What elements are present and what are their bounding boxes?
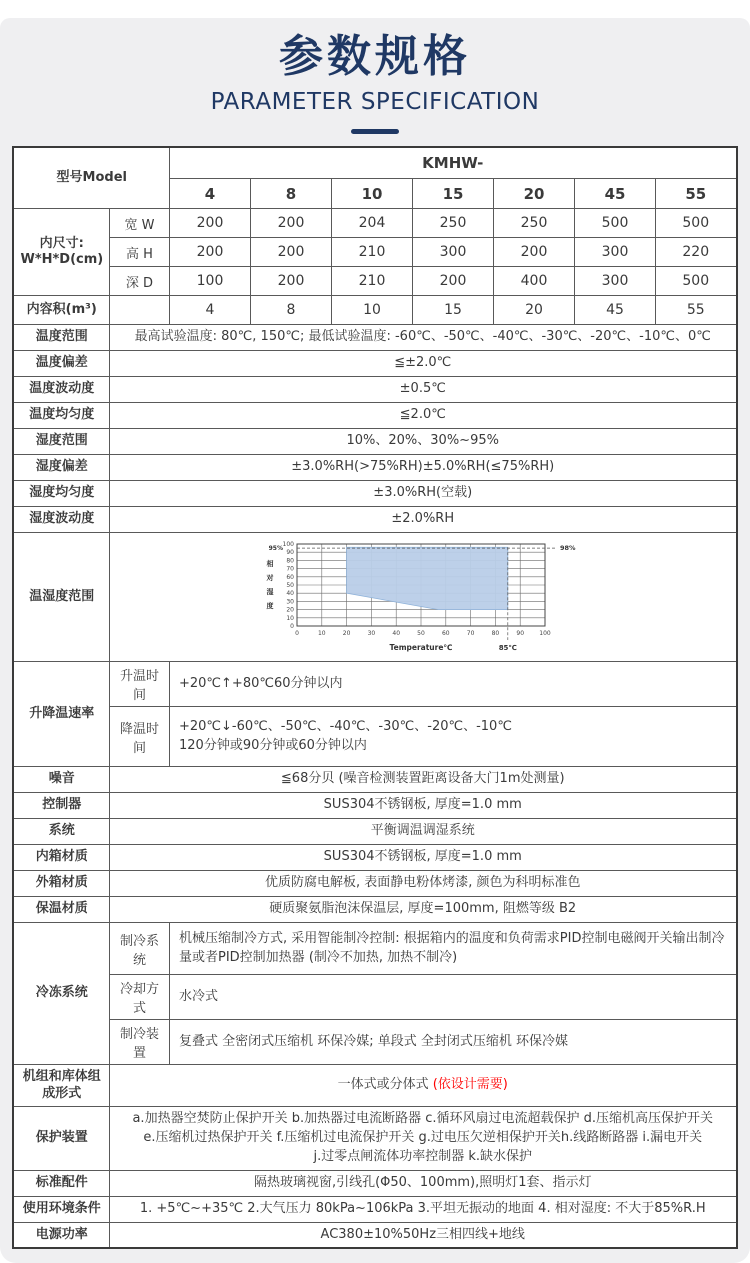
- svg-text:100: 100: [539, 630, 551, 638]
- row-label-insulation: 保温材质: [13, 897, 109, 923]
- depth-value: 100: [170, 267, 251, 296]
- width-value: 200: [251, 209, 332, 238]
- row-label-humidity-fluctuation: 湿度波动度: [13, 507, 109, 533]
- refrig-device-value: 复叠式 全密闭式压缩机 环保冷媒; 单段式 全封闭式压缩机 环保冷媒: [170, 1020, 737, 1065]
- unit-form-text: 一体式或分体式: [337, 1077, 433, 1093]
- page-subtitle: PARAMETER SPECIFICATION: [210, 88, 540, 115]
- depth-value: 200: [251, 267, 332, 296]
- height-value: 200: [494, 238, 575, 267]
- row-label-temp-humidity-chart: 温湿度范围: [13, 533, 109, 662]
- row-value-protection: [109, 1107, 736, 1171]
- depth-value: 300: [575, 267, 656, 296]
- svg-text:0: 0: [289, 623, 294, 631]
- row-label-temp-uniformity: 温度均匀度: [13, 403, 109, 429]
- width-value: 250: [413, 209, 494, 238]
- row-value-system: 平衡调温调湿系统: [109, 819, 736, 845]
- model-col: 15: [413, 179, 494, 209]
- height-value: 300: [413, 238, 494, 267]
- svg-text:95%: 95%: [268, 545, 283, 553]
- row-label-inner-material: 内箱材质: [13, 845, 109, 871]
- row-value-insulation: 硬质聚氨脂泡沫保温层, 厚度=100mm, 阻燃等级 B2: [109, 897, 736, 923]
- refrig-system-value: 机械压缩制冷方式, 采用智能制冷控制: 根据箱内的温度和负荷需求PID控制电磁阀开关输出制冷量或者PID控制加热器 (制冷不加热, 加热不制冷): [170, 923, 737, 975]
- row-label-humidity-uniformity: 湿度均匀度: [13, 481, 109, 507]
- svg-text:30: 30: [367, 630, 375, 638]
- model-col: 8: [251, 179, 332, 209]
- svg-text:对: 对: [266, 574, 274, 583]
- svg-text:80: 80: [491, 630, 499, 638]
- row-label-noise: 噪音: [13, 767, 109, 793]
- row-label-humidity-deviation: 湿度偏差: [13, 455, 109, 481]
- svg-text:0: 0: [294, 630, 299, 638]
- volume-label: 内容积(m³): [13, 296, 109, 325]
- volume-value: 20: [494, 296, 575, 325]
- svg-text:相: 相: [266, 560, 274, 569]
- row-label-system: 系统: [13, 819, 109, 845]
- volume-value: 8: [251, 296, 332, 325]
- row-value-environment: 1. +5℃~+35℃ 2.大气压力 80kPa~106kPa 3.平坦无振动的地面 4. 相对湿度: 不大于85%R.H: [109, 1196, 736, 1222]
- row-label-temp-deviation: 温度偏差: [13, 351, 109, 377]
- svg-text:70: 70: [286, 565, 294, 573]
- page-title: 参数规格: [279, 31, 471, 82]
- row-label-environment: 使用环境条件: [13, 1196, 109, 1222]
- row-value-accessories: 隔热玻璃视窗,引线孔(Φ50、100mm),照明灯1套、指示灯: [109, 1170, 736, 1196]
- series-prefix-cell: KMHW-: [170, 147, 737, 179]
- height-sublabel: 高 H: [109, 238, 169, 267]
- row-value-power: AC380±10%50Hz三相四线+地线: [109, 1222, 736, 1248]
- svg-text:50: 50: [286, 582, 294, 590]
- depth-value: 500: [656, 267, 737, 296]
- model-col: 4: [170, 179, 251, 209]
- svg-text:湿: 湿: [266, 588, 274, 597]
- chart-cell: [109, 533, 736, 662]
- temp-humidity-chart: [116, 536, 730, 658]
- svg-text:20: 20: [286, 606, 294, 614]
- height-value: 300: [575, 238, 656, 267]
- heatup-value: +20℃↑+80℃60分钟以内: [170, 662, 737, 707]
- protection-line3: j.过零点闸流体功率控制器 k.缺水保护: [313, 1148, 533, 1164]
- model-col: 10: [332, 179, 413, 209]
- unit-form-note-red: (依设计需要): [432, 1077, 508, 1093]
- svg-text:30: 30: [286, 598, 294, 606]
- svg-text:60: 60: [286, 573, 294, 581]
- cooldown-value: [170, 707, 737, 767]
- volume-value: 45: [575, 296, 656, 325]
- row-label-temp-range: 温度范围: [13, 325, 109, 351]
- row-value-temp-fluctuation: ±0.5℃: [109, 377, 736, 403]
- row-value-temp-deviation: ≦±2.0℃: [109, 351, 736, 377]
- row-value-outer-material: 优质防腐电解板, 表面静电粉体烤漆, 颜色为科明标准色: [109, 871, 736, 897]
- inner-size-label-line1: 内尺寸:: [39, 235, 84, 251]
- row-value-temp-uniformity: ≦2.0℃: [109, 403, 736, 429]
- volume-value: 4: [170, 296, 251, 325]
- row-value-inner-material: SUS304不锈钢板, 厚度=1.0 mm: [109, 845, 736, 871]
- spec-section: [0, 18, 750, 1263]
- cooling-method-value: 水冷式: [170, 975, 737, 1020]
- depth-value: 200: [413, 267, 494, 296]
- svg-text:20: 20: [342, 630, 351, 638]
- width-value: 500: [656, 209, 737, 238]
- width-value: 204: [332, 209, 413, 238]
- row-label-temp-fluctuation: 温度波动度: [13, 377, 109, 403]
- protection-line1: a.加热器空焚防止保护开关 b.加热器过电流断路器 c.循环风扇过电流超载保护 d.压缩机高压保护开关: [132, 1111, 714, 1127]
- title-underline-bar: [351, 129, 399, 134]
- width-value: 200: [170, 209, 251, 238]
- model-label-cell: 型号Model: [13, 147, 169, 209]
- model-col: 20: [494, 179, 575, 209]
- height-value: 200: [170, 238, 251, 267]
- row-label-controller: 控制器: [13, 793, 109, 819]
- height-value: 220: [656, 238, 737, 267]
- row-label-humidity-range: 湿度范围: [13, 429, 109, 455]
- row-label-ramp-rate: 升降温速率: [13, 662, 109, 767]
- svg-text:90: 90: [516, 630, 524, 638]
- cooldown-sublabel: 降温时间: [109, 707, 169, 767]
- model-col: 55: [656, 179, 737, 209]
- depth-value: 400: [494, 267, 575, 296]
- row-value-humidity-fluctuation: ±2.0%RH: [109, 507, 736, 533]
- row-label-outer-material: 外箱材质: [13, 871, 109, 897]
- svg-text:70: 70: [466, 630, 475, 638]
- svg-text:10: 10: [286, 614, 294, 622]
- svg-text:90: 90: [286, 549, 294, 557]
- depth-value: 210: [332, 267, 413, 296]
- row-label-protection: 保护装置: [13, 1107, 109, 1171]
- width-value: 250: [494, 209, 575, 238]
- depth-sublabel: 深 D: [109, 267, 169, 296]
- row-label-accessories: 标准配件: [13, 1170, 109, 1196]
- height-value: 200: [251, 238, 332, 267]
- svg-text:50: 50: [416, 630, 425, 638]
- inner-size-label: [13, 209, 109, 296]
- row-value-unit-form: [109, 1065, 736, 1107]
- svg-text:10: 10: [317, 630, 326, 638]
- cooldown-line2: 120分钟或90分钟或60分钟以内: [179, 737, 367, 753]
- row-value-temp-range: 最高试验温度: 80℃, 150℃; 最低试验温度: -60℃、-50℃、-40℃、-30℃、-20℃、-10℃、0℃: [109, 325, 736, 351]
- svg-text:40: 40: [392, 630, 400, 638]
- heatup-sublabel: 升温时间: [109, 662, 169, 707]
- temp-humidity-chart-svg: [253, 536, 593, 658]
- model-col: 45: [575, 179, 656, 209]
- svg-text:40: 40: [286, 590, 294, 598]
- refrig-system-sublabel: 制冷系统: [109, 923, 169, 975]
- protection-line2: e.压缩机过热保护开关 f.压缩机过电流保护开关 g.过电压欠逆相保护开关h.线路断路器 i.漏电开关: [143, 1129, 703, 1145]
- row-label-refrigeration: 冷冻系统: [13, 923, 109, 1065]
- svg-text:Temperature℃: Temperature℃: [389, 643, 453, 653]
- spec-table: [12, 146, 737, 1250]
- width-sublabel: 宽 W: [109, 209, 169, 238]
- volume-value: 55: [656, 296, 737, 325]
- volume-empty-cell: [109, 296, 169, 325]
- volume-value: 10: [332, 296, 413, 325]
- svg-text:80: 80: [286, 557, 294, 565]
- row-value-humidity-deviation: ±3.0%RH(>75%RH)±5.0%RH(≤75%RH): [109, 455, 736, 481]
- row-value-controller: SUS304不锈钢板, 厚度=1.0 mm: [109, 793, 736, 819]
- page-header: [0, 32, 750, 134]
- svg-text:100: 100: [282, 541, 294, 549]
- svg-text:98%: 98%: [559, 544, 576, 553]
- row-value-humidity-range: 10%、20%、30%~95%: [109, 429, 736, 455]
- row-value-humidity-uniformity: ±3.0%RH(空载): [109, 481, 736, 507]
- row-label-unit-form: 机组和库体组成形式: [13, 1065, 109, 1107]
- inner-size-label-line2: W*H*D(cm): [20, 252, 104, 268]
- height-value: 210: [332, 238, 413, 267]
- svg-text:85℃: 85℃: [498, 644, 517, 653]
- svg-text:度: 度: [266, 602, 274, 611]
- svg-text:60: 60: [441, 630, 450, 638]
- row-label-power: 电源功率: [13, 1222, 109, 1248]
- row-value-noise: ≦68分贝 (噪音检测装置距离设备大门1m处测量): [109, 767, 736, 793]
- cooling-method-sublabel: 冷却方式: [109, 975, 169, 1020]
- volume-value: 15: [413, 296, 494, 325]
- cooldown-line1: +20℃↓-60℃、-50℃、-40℃、-30℃、-20℃、-10℃: [179, 718, 512, 734]
- width-value: 500: [575, 209, 656, 238]
- refrig-device-sublabel: 制冷装置: [109, 1020, 169, 1065]
